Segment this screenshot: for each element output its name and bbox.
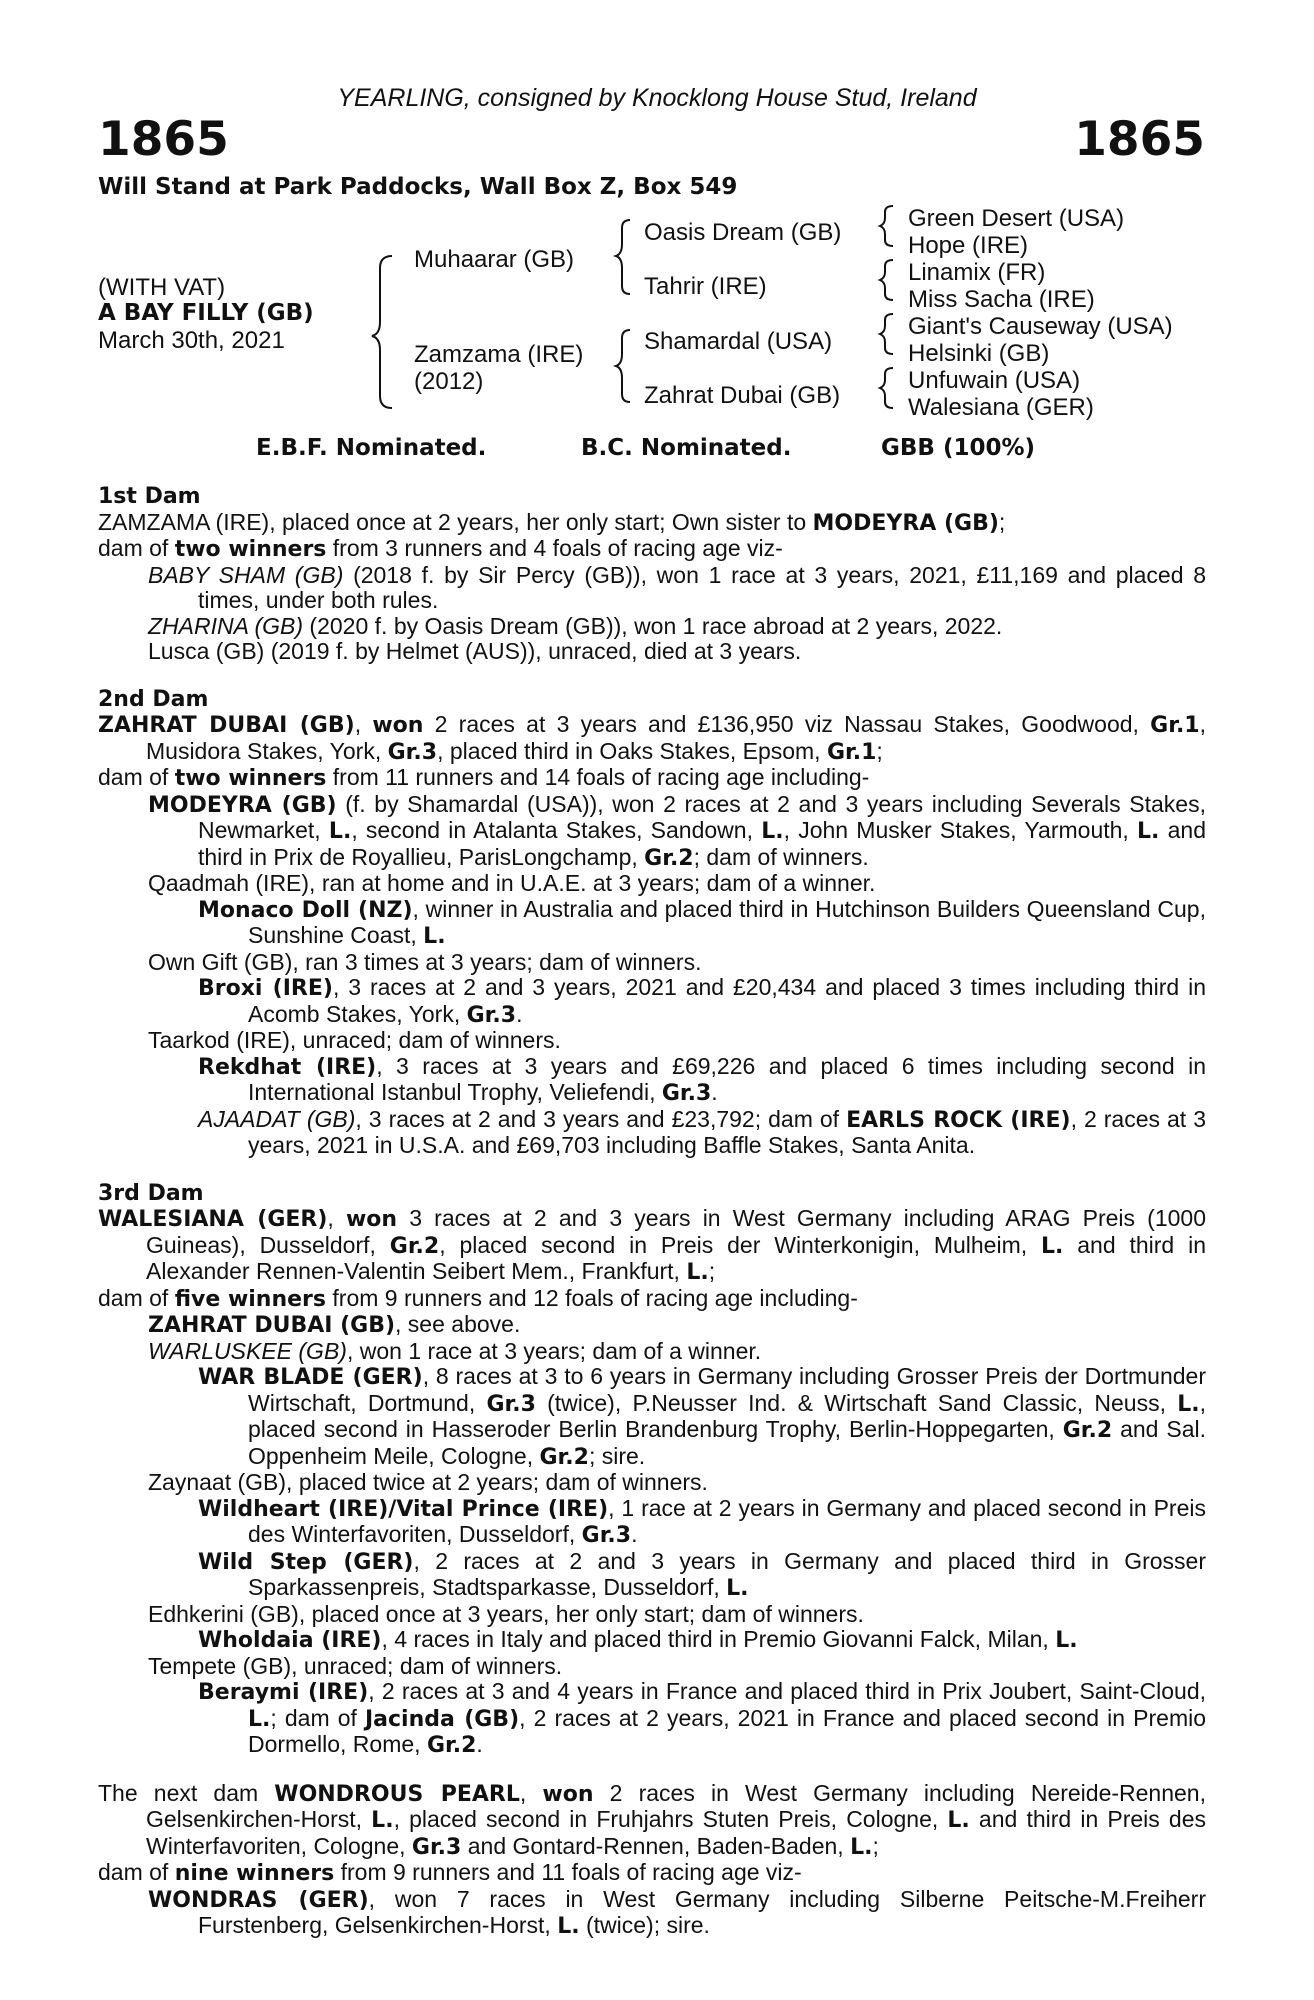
next-dam-offspring-1: WONDRAS (GER), won 7 races in West Germany including Silberne Peitsche-M.Freiherr Furstenberg, Gelsenkirchen-Horst, L. (twice); sire. — [148, 1885, 1206, 1939]
dam-year: (2012) — [414, 368, 484, 395]
dam: Zamzama (IRE) — [414, 341, 584, 368]
next-dam-produce-summary: dam of nine winners from 9 runners and 11 foals of racing age viz- — [98, 1859, 802, 1886]
second-dam-grandoffspring-4a: Rekdhat (IRE), 3 races at 3 years and £69,226 and placed 6 times including second in International Istanbul Trophy, Veliefendi, Gr.3. — [198, 1052, 1206, 1106]
bc-nomination: B.C. Nominated. — [581, 435, 792, 461]
third-dam-offspring-2: WARLUSKEE (GB), won 1 race at 3 years; dam of a winner. — [148, 1337, 762, 1364]
horse-description: A BAY FILLY (GB) — [98, 300, 314, 326]
second-dam-offspring-1: MODEYRA (GB) (f. by Shamardal (USA)), won 2 races at 2 and 3 years including Severals Stakes, Newmarket, L., second in Atalanta Stakes, Sandown, L., John Musker Stakes, Yarmouth, L. and third in Prix de Royallieu, ParisLongchamp, Gr.2; dam of winners. — [148, 790, 1207, 871]
second-dam-grandoffspring-4b: AJAADAT (GB), 3 races at 2 and 3 years and £23,792; dam of EARLS ROCK (IRE), 2 races at 3 years, 2021 in U.S.A. and £69,703 including Baffle Stakes, Santa Anita. — [198, 1105, 1206, 1158]
second-dam-heading: 2nd Dam — [98, 686, 209, 712]
pedigree-notes — [98, 484, 1206, 1940]
second-dam-grandoffspring-3a: Broxi (IRE), 3 races at 2 and 3 years, 2021 and £20,434 and placed 3 times including third in Acomb Stakes, York, Gr.3. — [198, 974, 1206, 1028]
lot-number-right: 1865 — [1074, 112, 1205, 167]
second-dam-offspring-2: Qaadmah (IRE), ran at home and in U.A.E. at 3 years; dam of a winner. — [148, 870, 876, 896]
dam-sire: Shamardal (USA) — [644, 328, 833, 355]
first-dam-line: ZAMZAMA (IRE), placed once at 2 years, her only start; Own sister to MODEYRA (GB); — [98, 508, 1006, 536]
third-dam-grandoffspring-2a: WAR BLADE (GER), 8 races at 3 to 6 years in Germany including Grosser Preis der Dortmunder Wirtschaft, Dortmund, Gr.3 (twice), P.Neusser Ind. & Wirtschaft Sand Classic, Neuss, L., placed second in Hasseroder Berlin Brandenburg Trophy, Berlin-Hoppegarten, Gr.2 and Sal. Oppenheim Meile, Cologne, Gr.2; sire. — [198, 1363, 1207, 1470]
second-dam-line: ZAHRAT DUBAI (GB), won 2 races at 3 years and £136,950 viz Nassau Stakes, Goodwood, Gr.1, Musidora Stakes, York, Gr.3, placed third in Oaks Stakes, Epsom, Gr.1; — [98, 711, 1206, 765]
third-dam-grandoffspring-3b: Wild Step (GER), 2 races at 2 and 3 years in Germany and placed third in Grosser Sparkassenpreis, Stadtsparkasse, Dusseldorf, L. — [198, 1547, 1206, 1601]
third-dam-produce-summary: dam of five winners from 9 runners and 12 foals of racing age including- — [98, 1284, 858, 1312]
third-dam-grandoffspring-5a: Beraymi (IRE), 2 races at 3 and 4 years in France and placed third in Prix Joubert, Saint-Cloud, L.; dam of Jacinda (GB), 2 races at 2 years, 2021 in France and placed second in Premio Dormello, Rome, Gr.2. — [198, 1678, 1207, 1758]
ancestor-4: Miss Sacha (IRE) — [908, 286, 1095, 313]
third-dam-offspring-3: Zaynaat (GB), placed twice at 2 years; dam of winners. — [148, 1469, 708, 1495]
dam-dam: Zahrat Dubai (GB) — [644, 382, 841, 409]
third-dam-offspring-4: Edhkerini (GB), placed once at 3 years, her only start; dam of winners. — [148, 1600, 864, 1627]
second-dam-offspring-4: Taarkod (IRE), unraced; dam of winners. — [148, 1027, 561, 1053]
consignment-line: YEARLING, consigned by Knocklong House Stud, Ireland — [337, 84, 977, 112]
vat-note: (WITH VAT) — [98, 274, 226, 301]
ancestor-6: Helsinki (GB) — [908, 340, 1050, 367]
second-dam-grandoffspring-2a: Monaco Doll (NZ), winner in Australia and placed third in Hutchinson Builders Queensland Cup, Sunshine Coast, L. — [198, 895, 1206, 949]
ancestor-5: Giant's Causeway (USA) — [908, 313, 1173, 340]
ebf-nomination: E.B.F. Nominated. — [256, 435, 487, 461]
second-dam-offspring-3: Own Gift (GB), ran 3 times at 3 years; dam of winners. — [148, 948, 702, 975]
first-dam-offspring-2: ZHARINA (GB) (2020 f. by Oasis Dream (GB)), won 1 race abroad at 2 years, 2022. — [148, 612, 1003, 639]
sire-sire: Oasis Dream (GB) — [644, 219, 842, 246]
first-dam-offspring-1: BABY SHAM (GB) (2018 f. by Sir Percy (GB)), won 1 race at 3 years, 2021, £11,169 and placed 8 times, under both rules. — [148, 561, 1206, 613]
third-dam-line: WALESIANA (GER), won 3 races at 2 and 3 years in West Germany including ARAG Preis (1000 Guineas), Dusseldorf, Gr.2, placed second in Preis der Winterkonigin, Mulheim, L. and third in Alexander Rennen-Valentin Seibert Mem., Frankfurt, L.; — [98, 1205, 1206, 1285]
ancestor-8: Walesiana (GER) — [908, 394, 1094, 421]
ancestor-2: Hope (IRE) — [908, 232, 1029, 259]
ancestor-3: Linamix (FR) — [908, 259, 1046, 286]
first-dam-offspring-3: Lusca (GB) (2019 f. by Helmet (AUS)), unraced, died at 3 years. — [148, 638, 802, 664]
stand-location: Will Stand at Park Paddocks, Wall Box Z, Box 549 — [98, 174, 738, 200]
first-dam-produce-summary: dam of two winners from 3 runners and 4 foals of racing age viz- — [98, 535, 783, 562]
sire: Muhaarar (GB) — [414, 246, 575, 273]
third-dam-heading: 3rd Dam — [98, 1180, 204, 1206]
gbb-rating: GBB (100%) — [881, 435, 1036, 461]
third-dam-grandoffspring-3a: Wildheart (IRE)/Vital Prince (IRE), 1 race at 2 years in Germany and placed second in Preis des Winterfavoriten, Dusseldorf, Gr.3. — [198, 1494, 1206, 1548]
sire-dam: Tahrir (IRE) — [644, 273, 767, 300]
lot-number-left: 1865 — [98, 112, 229, 167]
ancestor-7: Unfuwain (USA) — [908, 367, 1081, 394]
foaling-date: March 30th, 2021 — [98, 327, 285, 354]
third-dam-offspring-5: Tempete (GB), unraced; dam of winners. — [148, 1652, 563, 1679]
first-dam-heading: 1st Dam — [98, 484, 201, 509]
third-dam-offspring-1: ZAHRAT DUBAI (GB), see above. — [148, 1311, 521, 1338]
next-dam-line: The next dam WONDROUS PEARL, won 2 races in West Germany including Nereide-Rennen, Gelsenkirchen-Horst, L., placed second in Fruhjahrs Stuten Preis, Cologne, L. and third in Preis des Winterfavoriten, Cologne, Gr.3 and Gontard-Rennen, Baden-Baden, L.; — [98, 1779, 1206, 1860]
ancestor-1: Green Desert (USA) — [908, 205, 1125, 232]
second-dam-produce-summary: dam of two winners from 11 runners and 14 foals of racing age including- — [98, 764, 870, 791]
third-dam-grandoffspring-4a: Wholdaia (IRE), 4 races in Italy and placed third in Premio Giovanni Falck, Milan, L. — [198, 1626, 1078, 1653]
